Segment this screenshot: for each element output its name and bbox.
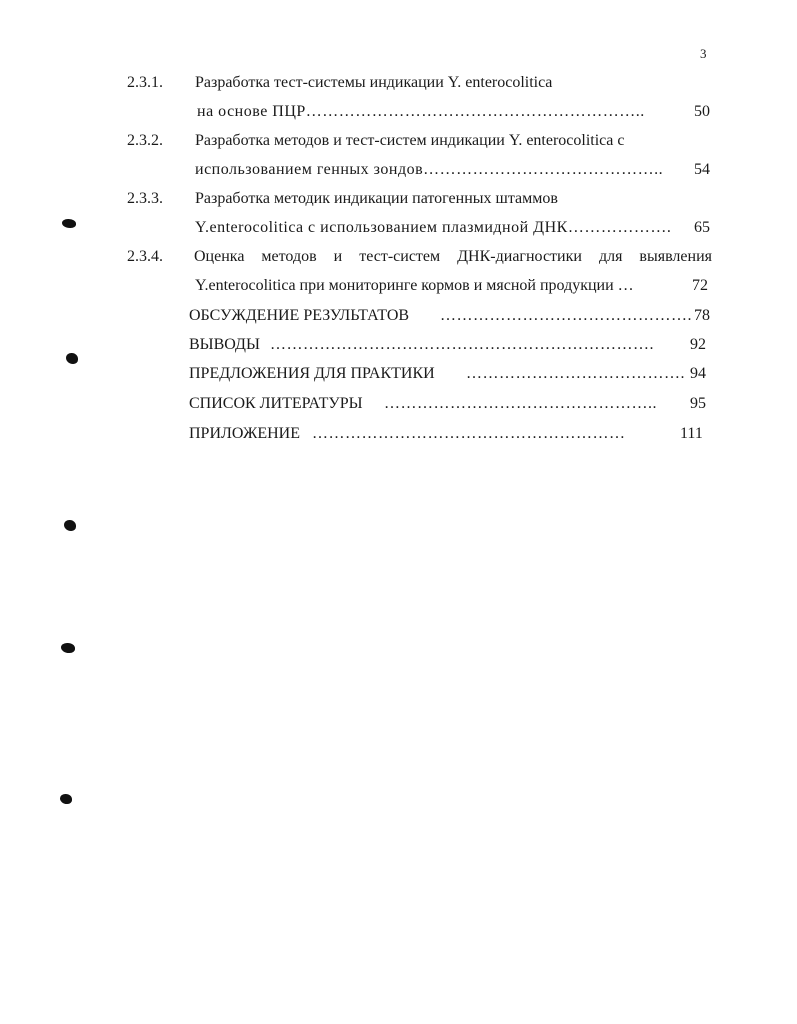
title-word: для bbox=[598, 248, 623, 265]
binding-hole-mark bbox=[66, 353, 78, 364]
toc-entry-number: 2.3.1. bbox=[127, 74, 163, 91]
toc-section-page: 95 bbox=[690, 395, 706, 412]
toc-entry-number: 2.3.3. bbox=[127, 190, 163, 207]
toc-entry-title: Разработка методов и тест-систем индикации Y. enterocolitica с bbox=[195, 132, 625, 149]
toc-section-page: 111 bbox=[680, 425, 703, 442]
toc-section-title: ОБСУЖДЕНИЕ РЕЗУЛЬТАТОВ bbox=[189, 307, 410, 324]
toc-entry-title bbox=[194, 246, 712, 268]
toc-section-title: СПИСОК ЛИТЕРАТУРЫ bbox=[189, 395, 363, 412]
binding-hole-mark bbox=[61, 643, 75, 653]
title-word: Оценка bbox=[194, 248, 245, 265]
toc-section-dots: ………………………………………. bbox=[440, 307, 692, 324]
title-word: методов bbox=[261, 248, 317, 265]
toc-entry-title-cont: Y.enterocolitica с использованием плазмидной ДНК………………. bbox=[195, 219, 672, 236]
toc-section-title: ПРЕДЛОЖЕНИЯ ДЛЯ ПРАКТИКИ bbox=[189, 365, 435, 382]
toc-entry-page: 72 bbox=[692, 277, 708, 294]
title-word: ДНК-диагностики bbox=[457, 248, 582, 265]
toc-section-dots: …………………………………. bbox=[466, 365, 685, 382]
toc-section-page: 92 bbox=[690, 336, 706, 353]
toc-entry-number: 2.3.2. bbox=[127, 132, 163, 149]
title-word: и bbox=[333, 248, 343, 265]
toc-entry-page: 65 bbox=[694, 219, 710, 236]
binding-hole-mark bbox=[60, 794, 72, 804]
title-word: тест-систем bbox=[359, 248, 441, 265]
toc-section-dots: ………………………………………….. bbox=[384, 395, 657, 412]
toc-entry-number: 2.3.4. bbox=[127, 248, 163, 265]
toc-entry-title-cont: на основе ПЦР…………………………………………………….. bbox=[197, 103, 645, 120]
toc-section-title: ВЫВОДЫ bbox=[189, 336, 260, 353]
toc-entry-title-cont: Y.enterocolitica при мониторинге кормов и мясной продукции … bbox=[195, 277, 634, 294]
toc-entry-page: 54 bbox=[694, 161, 710, 178]
toc-section-dots: ……………………………………………………………. bbox=[270, 336, 654, 353]
toc-section-title: ПРИЛОЖЕНИЕ bbox=[189, 425, 301, 442]
toc-section-page: 94 bbox=[690, 365, 706, 382]
binding-hole-mark bbox=[62, 219, 76, 228]
toc-entry-page: 50 bbox=[694, 103, 710, 120]
toc-entry-title: Разработка методик индикации патогенных штаммов bbox=[195, 190, 558, 207]
binding-hole-mark bbox=[64, 520, 76, 531]
toc-entry-title-cont: использованием генных зондов…………………………………….. bbox=[195, 161, 664, 178]
page-number: 3 bbox=[700, 46, 707, 61]
toc-section-dots: ………………………………………………… bbox=[312, 425, 626, 442]
toc-entry-title: Разработка тест-системы индикации Y. enterocolitica bbox=[195, 74, 553, 91]
toc-section-page: 78 bbox=[694, 307, 710, 324]
title-word: выявления bbox=[639, 248, 712, 265]
